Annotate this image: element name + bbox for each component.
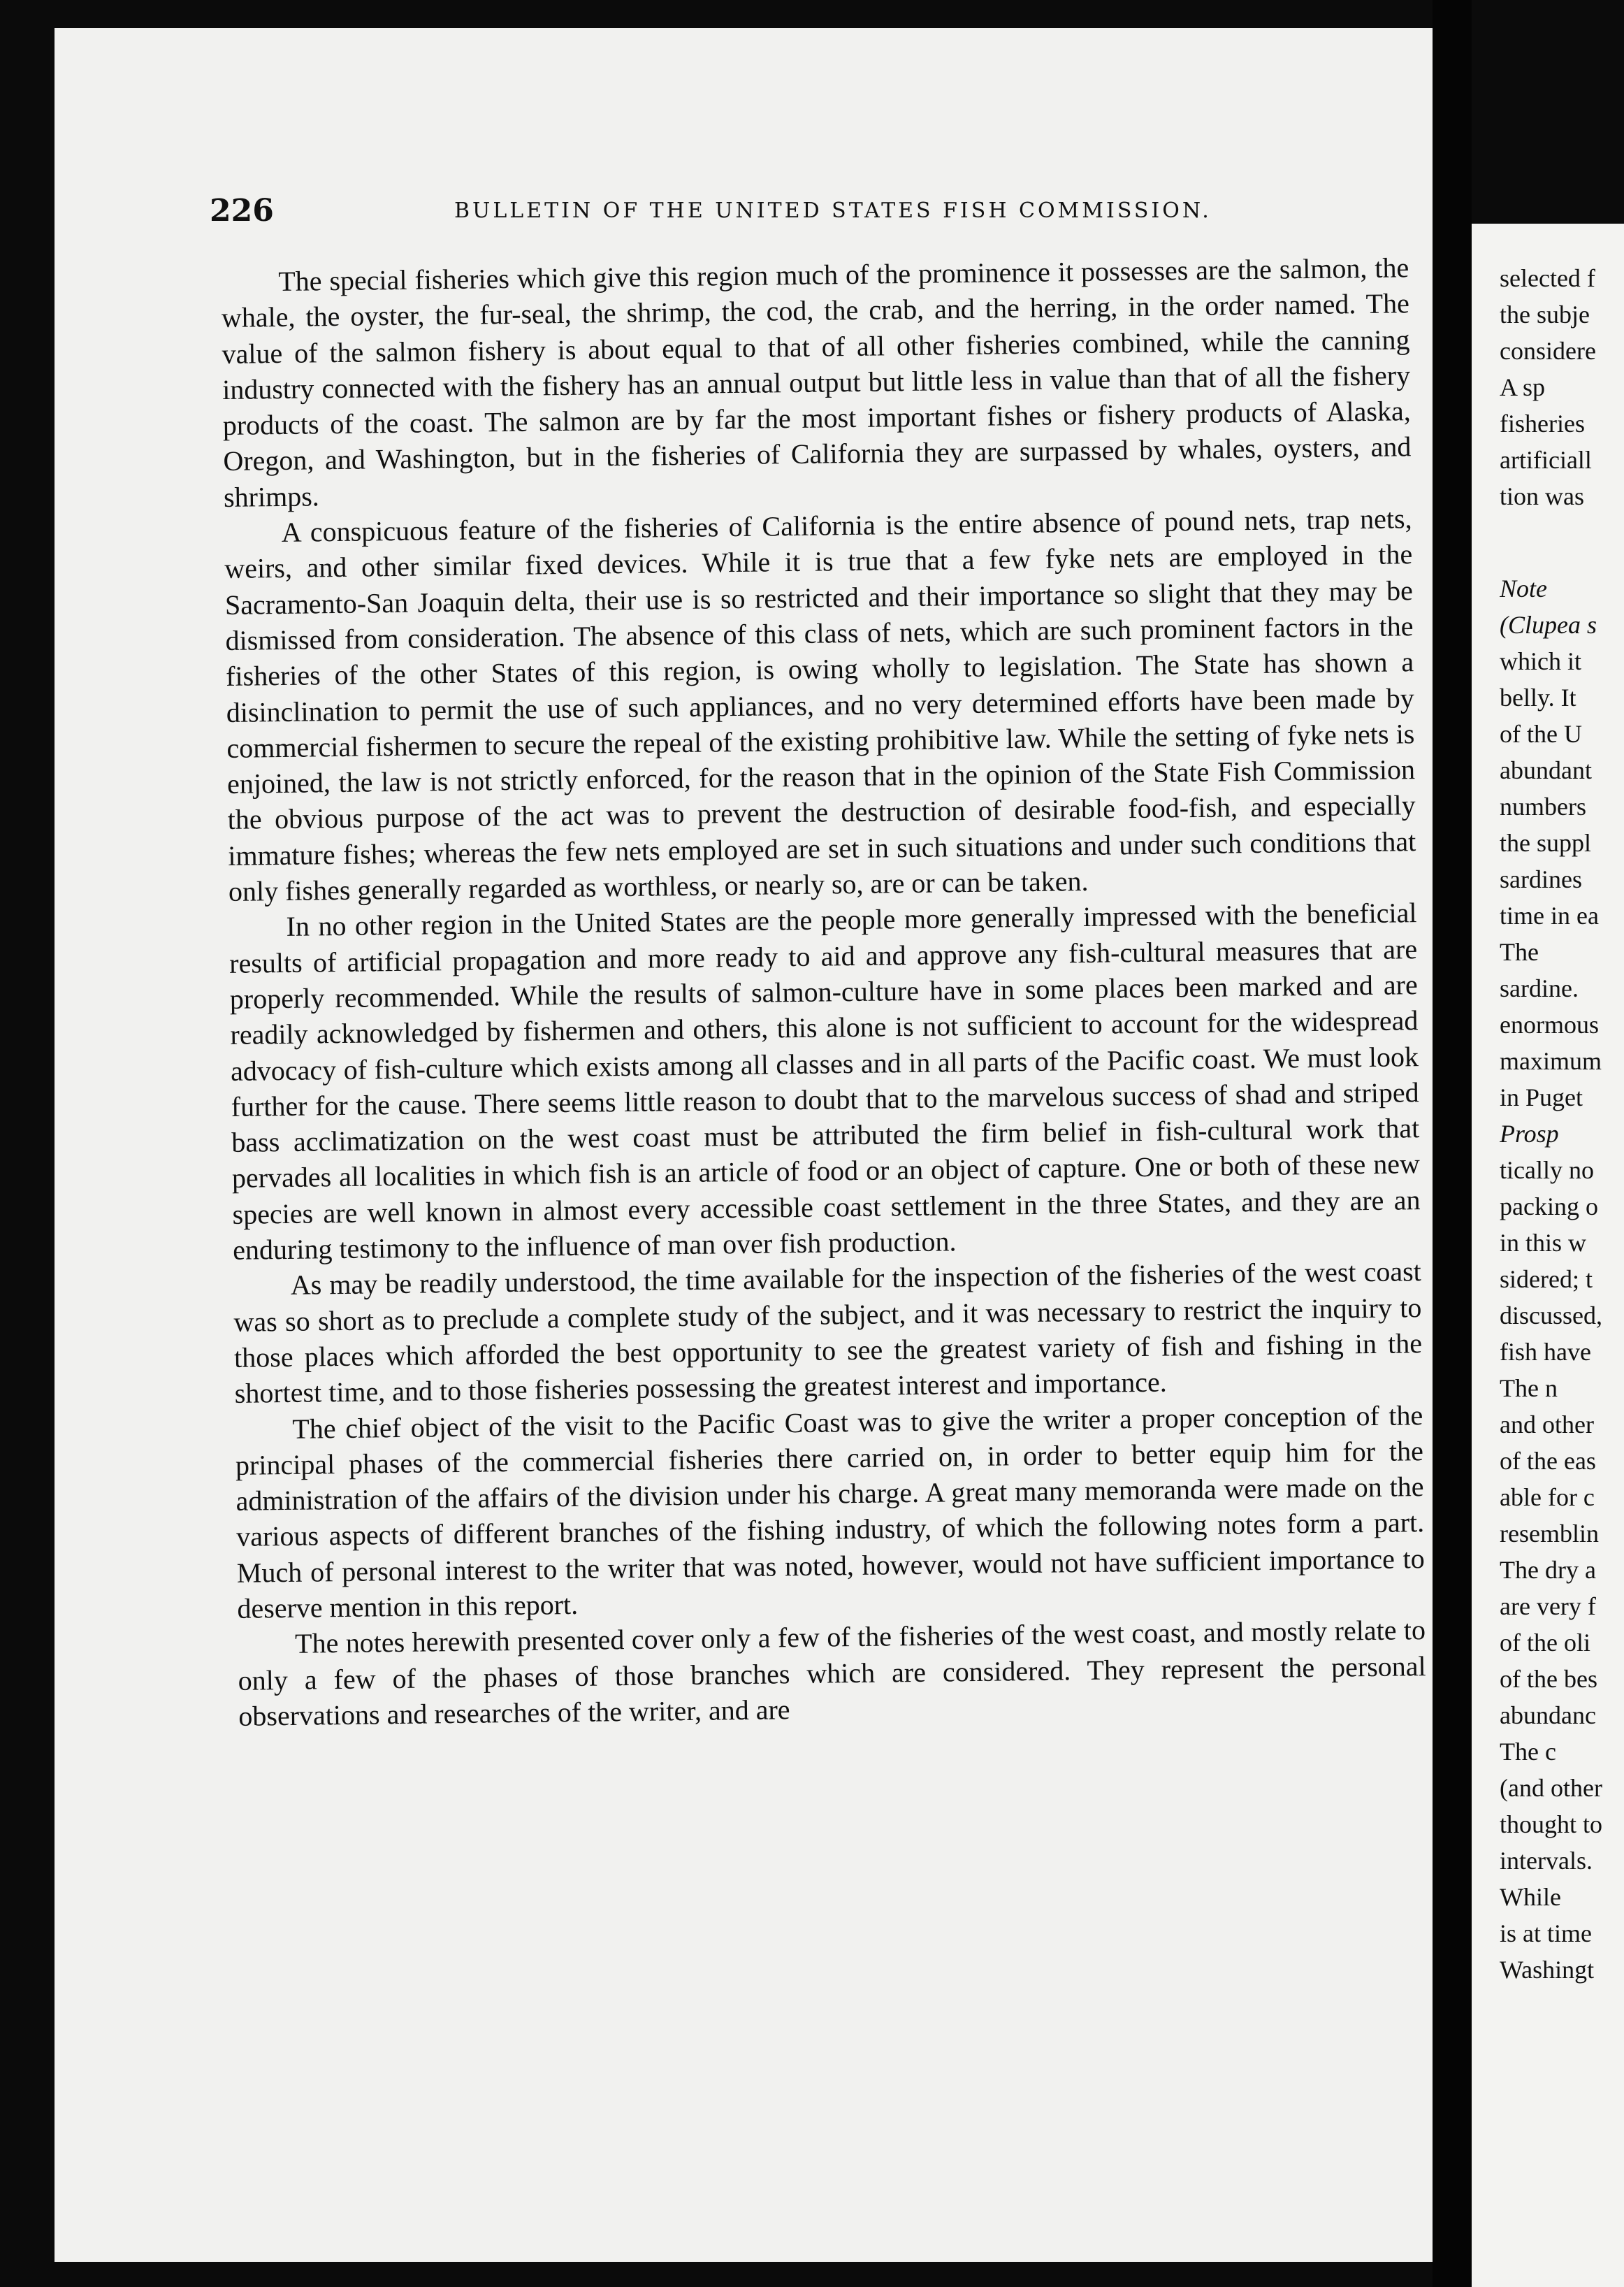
facing-page-line: of the bes xyxy=(1500,1665,1597,1693)
paragraph: The chief object of the visit to the Pacific Coast was to give the writer a proper conception of the principal phases of the commercial fisheries there carried on, in order to better equip him for the administration of the affairs of the division under his charge. A great many memoranda were made on the various aspects of different branches of the fishing industry, of which the following notes form a part. Much of personal interest to the writer that was noted, however, would not have sufficient importance to deserve mention in this report. xyxy=(235,1399,1426,1624)
facing-page-line: sidered; t xyxy=(1500,1265,1593,1293)
facing-page-line: thought to xyxy=(1500,1810,1603,1838)
facing-page-line: intervals. xyxy=(1500,1847,1593,1875)
paragraph: In no other region in the United States are the people more generally impressed with the beneficial results of artificial propagation and more ready to aid and approve any fish-cultural measures that are properly recommended. While the results of salmon-culture have in some places been marked and are readily acknowledged by fishermen and others, this alone is not sufficient to account for the widespread advocacy of fish-culture which exists among all classes and in all parts of the Pacific coast. We must look further for the cause. There seems little reason to doubt that to the marvelous success of shad and striped bass acclimatization on the west coast must be attributed the firm belief in fish-cultural work that pervades all localities in which fish is an article of food or an object of capture. One or both of these new species are well known in almost every accessible coast settlement in the three States, and they are an enduring testimony to the influence of man over fish production. xyxy=(229,897,1421,1266)
book-gutter xyxy=(1433,0,1472,2287)
facing-page-line: considere xyxy=(1500,337,1596,365)
running-head: BULLETIN OF THE UNITED STATES FISH COMMISSION. xyxy=(454,199,1212,223)
facing-page-line: belly. It xyxy=(1500,684,1576,712)
facing-page-line: A sp xyxy=(1500,373,1546,401)
facing-page-line: The c xyxy=(1500,1738,1556,1766)
facing-page-line: tically no xyxy=(1500,1156,1594,1184)
facing-page-line: selected f xyxy=(1500,264,1595,292)
body-text xyxy=(221,250,1427,1734)
facing-page-line: The xyxy=(1500,938,1539,966)
facing-page xyxy=(1472,224,1624,2287)
facing-page-gap xyxy=(1500,514,1624,570)
facing-page-line: fisheries xyxy=(1500,410,1585,438)
facing-page-line: the suppl xyxy=(1500,829,1591,857)
facing-page-line: Washingt xyxy=(1500,1956,1595,1984)
facing-page-line: abundant xyxy=(1500,756,1592,784)
facing-page-line: packing o xyxy=(1500,1192,1598,1220)
facing-page-line: (Clupea s xyxy=(1500,611,1597,639)
page-header xyxy=(210,193,1398,242)
facing-page-line: The dry a xyxy=(1500,1556,1596,1584)
paragraph: A conspicuous feature of the fisheries of California is the entire absence of pound nets, trap nets, weirs, and other similar fixed devices. While it is true that a few fyke nets are employed in the Sacramento-San Joaquin delta, their use is so restricted and their importance so slight that they may be dismissed from consideration. The absence of this class of nets, which are such prominent factors in the fisheries of the other States of this region, is owing wholly to legislation. The State has shown a disinclination to permit the use of such appliances, and no very determined efforts have been made by commercial fishermen to secure the repeal of the existing prohibitive law. While the setting of fyke nets is enjoined, the law is not strictly enforced, for the reason that in the opinion of the State Fish Commission the obvious purpose of the act was to prevent the destruction of desirable food-fish, and especially immature fishes; whereas the few nets employed are set in such situations and under such conditions that only fishes generally regarded as worthless, or nearly so, are or can be taken. xyxy=(224,503,1416,907)
facing-page-line: discussed, xyxy=(1500,1301,1602,1329)
facing-page-line: Note xyxy=(1500,575,1547,603)
paragraph: As may be readily understood, the time available for the inspection of the fisheries of the west coast was so short as to preclude a complete study of the subject, and it was necessary to restrict the inquiry to those places which afforded the best opportunity to see the greatest variety of fish and fishing in the shortest time, and to those fisheries possessing the greatest interest and importance. xyxy=(233,1255,1423,1410)
facing-page-line: and other xyxy=(1500,1411,1594,1438)
paragraph: The notes herewith presented cover only a few of the fisheries of the west coast, and mostly relate to only a few of the phases of those branches which are considered. They represent the personal observations and researches of the writer, and are xyxy=(238,1614,1426,1732)
facing-page-line: maximum xyxy=(1500,1047,1602,1075)
facing-page-line: of the eas xyxy=(1500,1447,1596,1475)
facing-page-line: able for c xyxy=(1500,1483,1595,1511)
facing-page-line: which it xyxy=(1500,647,1581,675)
facing-page-line: enormous xyxy=(1500,1011,1599,1039)
facing-page-line: of the oli xyxy=(1500,1629,1590,1657)
facing-page-line: resemblin xyxy=(1500,1520,1599,1547)
facing-page-line: are very f xyxy=(1500,1592,1596,1620)
facing-page-line: artificiall xyxy=(1500,446,1592,474)
facing-page-line: While xyxy=(1500,1883,1561,1911)
facing-page-line: time in ea xyxy=(1500,902,1599,930)
facing-page-text xyxy=(1500,260,1624,1988)
facing-page-line: sardine. xyxy=(1500,974,1579,1002)
facing-page-line: abundanc xyxy=(1500,1701,1596,1729)
facing-page-line: Prosp xyxy=(1500,1120,1559,1148)
facing-page-line: the subje xyxy=(1500,301,1590,329)
paragraph: The special fisheries which give this region much of the prominence it possesses are the salmon, the whale, the oyster, the fur-seal, the shrimp, the cod, the crab, and the herring, in the order named. The value of the salmon fishery is about equal to that of all other fisheries combined, while the canning industry connected with the fishery has an annual output but little less in value than that of all the fishery products of the coast. The salmon are by far the most important fishes or fishery products of Alaska, Oregon, and Washington, but in the fisheries of California they are surpassed by whales, oysters, and shrimps. xyxy=(221,252,1412,513)
facing-page-line: is at time xyxy=(1500,1919,1592,1947)
facing-page-line: in Puget xyxy=(1500,1083,1583,1111)
facing-page-line: of the U xyxy=(1500,720,1582,748)
page-number: 226 xyxy=(210,193,274,229)
facing-page-line: tion was xyxy=(1500,482,1584,510)
facing-page-line: The n xyxy=(1500,1374,1558,1402)
facing-page-line: fish have xyxy=(1500,1338,1591,1366)
facing-page-line: numbers xyxy=(1500,793,1586,821)
facing-page-line: sardines xyxy=(1500,865,1582,893)
facing-page-line: in this w xyxy=(1500,1229,1587,1257)
facing-page-line: (and other xyxy=(1500,1774,1602,1802)
